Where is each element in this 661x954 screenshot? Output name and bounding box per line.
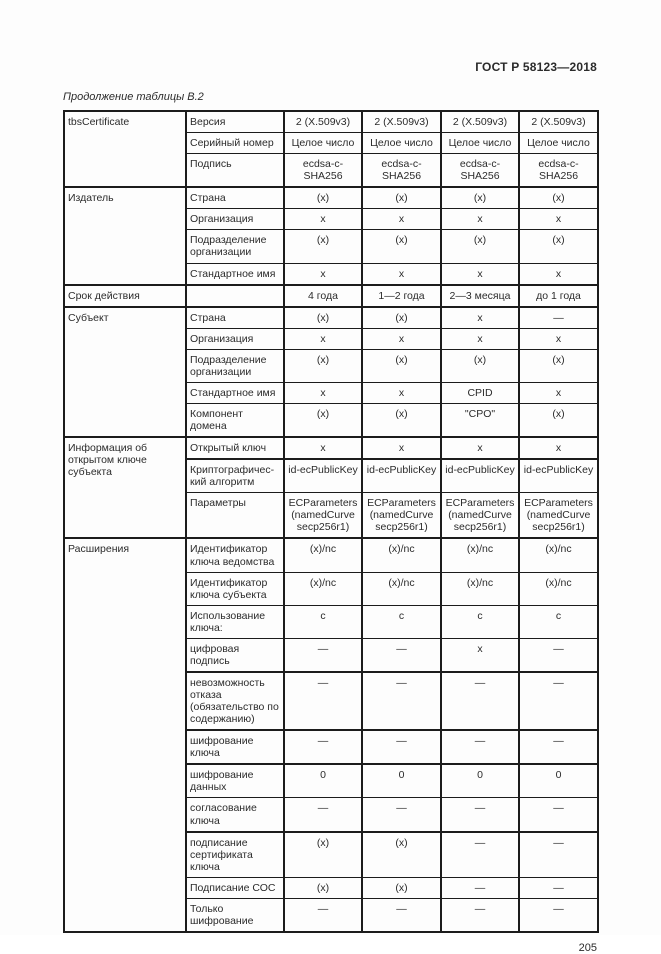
value-cell: ECParameters (namedCurve secp256r1) xyxy=(519,493,598,539)
value-cell: (x) xyxy=(362,349,441,382)
value-cell: (x) xyxy=(362,187,441,209)
value-cell: ECParameters (namedCurve secp256r1) xyxy=(284,493,362,539)
value-cell: — xyxy=(362,898,441,932)
value-cell: — xyxy=(284,798,362,832)
table-row xyxy=(64,111,598,133)
attribute-label xyxy=(186,285,284,307)
value-cell: (x) xyxy=(362,307,441,329)
value-cell: 2 (X.509v3) xyxy=(284,111,362,133)
value-cell: — xyxy=(441,730,519,764)
value-cell: (x) xyxy=(284,187,362,209)
section-label: Субъект xyxy=(64,307,186,437)
table-continuation-caption: Продолжение таблицы В.2 xyxy=(63,91,204,103)
value-cell: x xyxy=(362,382,441,403)
attribute-label: Страна xyxy=(186,187,284,209)
attribute-label: невозможность отказа (обязательство по содержанию) xyxy=(186,672,284,730)
value-cell: x xyxy=(362,209,441,230)
value-cell: x xyxy=(441,437,519,459)
attribute-label: Открытый ключ xyxy=(186,437,284,459)
value-cell: c xyxy=(441,605,519,638)
value-cell: 0 xyxy=(362,764,441,798)
attribute-label: Подразделение организации xyxy=(186,230,284,263)
value-cell: — xyxy=(284,730,362,764)
attribute-label: шифрование данных xyxy=(186,764,284,798)
attribute-label: Страна xyxy=(186,307,284,329)
value-cell: — xyxy=(362,798,441,832)
value-cell: x xyxy=(519,209,598,230)
value-cell: Целое число xyxy=(519,133,598,154)
value-cell: ECParameters (namedCurve secp256r1) xyxy=(441,493,519,539)
value-cell: id-ecPublicKey xyxy=(284,459,362,493)
value-cell: (x)/nc xyxy=(519,538,598,572)
value-cell: — xyxy=(519,638,598,672)
standard-number-header: ГОСТ Р 58123—2018 xyxy=(475,60,597,74)
value-cell: x xyxy=(519,263,598,285)
attribute-label: Криптографический алгоритм xyxy=(186,459,284,493)
attribute-label: цифровая подпись xyxy=(186,638,284,672)
attribute-label: Версия xyxy=(186,111,284,133)
value-cell: (x)/nc xyxy=(284,572,362,605)
attribute-label: Идентификатор ключа ведомства xyxy=(186,538,284,572)
attribute-label: шифрование ключа xyxy=(186,730,284,764)
value-cell: id-ecPublicKey xyxy=(519,459,598,493)
value-cell: (x)/nc xyxy=(362,538,441,572)
value-cell: x xyxy=(284,382,362,403)
value-cell: — xyxy=(519,307,598,329)
value-cell: — xyxy=(519,730,598,764)
value-cell: до 1 года xyxy=(519,285,598,307)
value-cell: x xyxy=(441,328,519,349)
value-cell: (x)/nc xyxy=(362,572,441,605)
value-cell: (x) xyxy=(519,349,598,382)
value-cell: — xyxy=(441,798,519,832)
value-cell: (x) xyxy=(441,187,519,209)
value-cell: 0 xyxy=(284,764,362,798)
attribute-label: Серийный номер xyxy=(186,133,284,154)
attribute-label: Подразделение организации xyxy=(186,349,284,382)
value-cell: — xyxy=(519,832,598,878)
value-cell: x xyxy=(441,307,519,329)
value-cell: — xyxy=(284,638,362,672)
value-cell: id-ecPublicKey xyxy=(441,459,519,493)
attribute-label: подписание сертификата ключа xyxy=(186,832,284,878)
attribute-label: Организация xyxy=(186,328,284,349)
value-cell: (x) xyxy=(519,187,598,209)
value-cell: (x) xyxy=(441,230,519,263)
value-cell: CPID xyxy=(441,382,519,403)
value-cell: ECParameters (namedCurve secp256r1) xyxy=(362,493,441,539)
section-label: Информация об открытом ключе субъекта xyxy=(64,437,186,538)
value-cell: — xyxy=(519,672,598,730)
value-cell: (x) xyxy=(284,230,362,263)
value-cell: (x)/nc xyxy=(441,572,519,605)
value-cell: x xyxy=(519,382,598,403)
section-label: Срок действия xyxy=(64,285,186,307)
value-cell: (x)/nc xyxy=(519,572,598,605)
value-cell: — xyxy=(284,898,362,932)
attribute-label: Подписание СОС xyxy=(186,877,284,898)
value-cell: x xyxy=(362,437,441,459)
page-number: 205 xyxy=(578,941,597,954)
table-row xyxy=(64,187,598,209)
value-cell: c xyxy=(284,605,362,638)
value-cell: — xyxy=(441,672,519,730)
table-row xyxy=(64,307,598,329)
value-cell: (x) xyxy=(362,832,441,878)
value-cell: x xyxy=(284,328,362,349)
table-row xyxy=(64,437,598,459)
attribute-label: Компонент домена xyxy=(186,403,284,437)
attribute-label: Параметры xyxy=(186,493,284,539)
value-cell: ecdsa-c-SHA256 xyxy=(284,154,362,188)
value-cell: (x) xyxy=(519,230,598,263)
value-cell: x xyxy=(284,437,362,459)
value-cell: 0 xyxy=(441,764,519,798)
table-row xyxy=(64,538,598,572)
value-cell: ecdsa-c-SHA256 xyxy=(441,154,519,188)
attribute-label: Стандартное имя xyxy=(186,382,284,403)
attribute-label: согласование ключа xyxy=(186,798,284,832)
value-cell: — xyxy=(362,638,441,672)
value-cell: — xyxy=(519,877,598,898)
value-cell: (x) xyxy=(284,349,362,382)
value-cell: (x) xyxy=(362,230,441,263)
value-cell: c xyxy=(362,605,441,638)
value-cell: (x) xyxy=(441,349,519,382)
attribute-label: Организация xyxy=(186,209,284,230)
value-cell: (x) xyxy=(284,307,362,329)
value-cell: (x) xyxy=(362,877,441,898)
value-cell: 2—3 месяца xyxy=(441,285,519,307)
value-cell: Целое число xyxy=(284,133,362,154)
certificate-profile-table xyxy=(63,110,599,933)
value-cell: x xyxy=(284,209,362,230)
value-cell: — xyxy=(362,672,441,730)
value-cell: (x) xyxy=(284,403,362,437)
value-cell: 4 года xyxy=(284,285,362,307)
value-cell: (x) xyxy=(284,877,362,898)
section-label: tbsCertificate xyxy=(64,111,186,187)
value-cell: ecdsa-c-SHA256 xyxy=(519,154,598,188)
value-cell: ecdsa-c-SHA256 xyxy=(362,154,441,188)
value-cell: — xyxy=(519,898,598,932)
value-cell: (x)/nc xyxy=(441,538,519,572)
table-row xyxy=(64,285,598,307)
value-cell: x xyxy=(441,638,519,672)
value-cell: x xyxy=(441,263,519,285)
value-cell: — xyxy=(519,798,598,832)
attribute-label: Подпись xyxy=(186,154,284,188)
value-cell: Целое число xyxy=(441,133,519,154)
value-cell: x xyxy=(284,263,362,285)
value-cell: 2 (X.509v3) xyxy=(441,111,519,133)
value-cell: — xyxy=(441,898,519,932)
value-cell: x xyxy=(362,263,441,285)
value-cell: (x) xyxy=(519,403,598,437)
value-cell: 1—2 года xyxy=(362,285,441,307)
value-cell: — xyxy=(284,672,362,730)
value-cell: 0 xyxy=(519,764,598,798)
value-cell: "CPO" xyxy=(441,403,519,437)
value-cell: (x) xyxy=(284,832,362,878)
value-cell: Целое число xyxy=(362,133,441,154)
value-cell: x xyxy=(362,328,441,349)
attribute-label: Только шифрование xyxy=(186,898,284,932)
value-cell: — xyxy=(362,730,441,764)
section-label: Расширения xyxy=(64,538,186,932)
value-cell: — xyxy=(441,832,519,878)
value-cell: x xyxy=(519,328,598,349)
value-cell: x xyxy=(519,437,598,459)
section-label: Издатель xyxy=(64,187,186,284)
value-cell: id-ecPublicKey xyxy=(362,459,441,493)
attribute-label: Стандартное имя xyxy=(186,263,284,285)
value-cell: c xyxy=(519,605,598,638)
table-body xyxy=(64,111,598,932)
value-cell: x xyxy=(441,209,519,230)
attribute-label: Использование ключа: xyxy=(186,605,284,638)
value-cell: (x) xyxy=(362,403,441,437)
value-cell: (x)/nc xyxy=(284,538,362,572)
attribute-label: Идентификатор ключа субъекта xyxy=(186,572,284,605)
value-cell: 2 (X.509v3) xyxy=(362,111,441,133)
value-cell: — xyxy=(441,877,519,898)
value-cell: 2 (X.509v3) xyxy=(519,111,598,133)
